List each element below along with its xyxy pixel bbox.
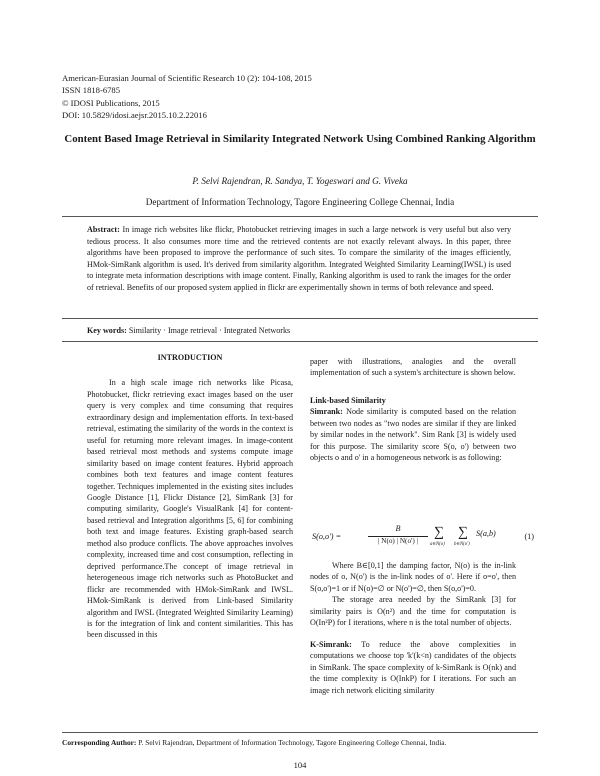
abstract-label: Abstract: (87, 225, 120, 234)
subheading-link-based-similarity: Link-based Similarity (310, 395, 386, 405)
introduction-continuation: paper with illustrations, analogies and the overall implementation of such a system's architecture is shown below. (310, 357, 516, 378)
right-column (310, 356, 516, 464)
simrank-paragraph (310, 406, 516, 463)
right-column-continued (310, 560, 516, 696)
equation-1 (310, 526, 538, 550)
page-number: 104 (293, 760, 307, 770)
ksimrank-label: K-Simrank: (310, 639, 352, 649)
doi: DOI: 10.5829/idosi.aejsr.2015.10.2.22016 (62, 109, 207, 120)
authors: P. Selvi Rajendran, R. Sandya, T. Yogeswari and G. Viveka (192, 176, 408, 186)
left-column (87, 352, 293, 641)
summation-index-2: b∈N(o') (454, 542, 470, 547)
copyright: © IDOSI Publications, 2015 (62, 97, 160, 108)
equation-rhs: S(a,b) (476, 529, 496, 538)
keywords (87, 326, 290, 335)
corresponding-author-label: Corresponding Author: (62, 738, 137, 747)
equation-number: (1) (524, 532, 534, 541)
where-paragraph: Where B∈[0,1] the damping factor, N(o) is the in-link nodes of o, N(o') is the in-link nodes of o'. Here if o=o', then S(o,o')=1 or if N(o)=∅ or N(o')=∅, then S(o,o')=0. (310, 561, 516, 593)
abstract-text: In image rich websites like flickr, Photobucket retrieving images in such a large network is very useful but also very tedious process. It also consumes more time and the retrieved contents are not exactly relevant always. In this paper, three algorithms have been proposed to improve the performance of such sites. To compare the similarity of the images efficiently, HMok-SimRank algorithm is used. It's derived from similarity algorithm. Integrated Weighted Similarity Learning(IWSL) is used to integrate meta information descriptions with image content. Finally, Ranking algorithm is used to rank the images for the order of retrieval. Benefits of our proposed system applied in flickr are experimentally shown in terms of both relevance and speed. (87, 225, 511, 292)
ksimrank-text: To reduce the above complexities in computations we choose top 'k'(k<n) candidates of the objects in SimRank. The space complexity of k-SimRank is O(nk) and the time complexity is O(InkP) for I iterations. For such an image rich network eliciting similarity (310, 639, 516, 695)
simrank-label: Simrank: (310, 407, 343, 417)
keywords-bottom-rule (62, 341, 538, 342)
abstract-bottom-rule (62, 318, 538, 319)
keywords-text: Similarity · Image retrieval · Integrated Networks (128, 326, 291, 335)
equation-denominator: | N(o) | N(o') | (378, 537, 418, 545)
journal-citation: American-Eurasian Journal of Scientific Research 10 (2): 104-108, 2015 (62, 73, 312, 83)
corresponding-author (62, 738, 446, 747)
abstract-top-rule (62, 216, 538, 217)
section-heading-introduction: INTRODUCTION (157, 353, 223, 362)
ksimrank-paragraph (310, 639, 516, 696)
summation-index-1: a∈N(o) (430, 542, 445, 547)
footer-rule (62, 732, 538, 733)
equation-lhs: S(o,o') = (312, 532, 342, 541)
introduction-paragraph: In a high scale image rich networks like Picasa, Photobucket, flickr retrieving exact images based on the user query is very complex and time consuming that requires extraordinary design and implementation efforts. In text-based retrieval, estimating the similarity of the words in the context is useful for returning more relevant images. In image-content based retrieval most methods and systems compute image similarity based on image content features. Hybrid approach combines both text features and image content features together. Techniques implemented in the existing sites includes Google Distance [1], Flickr Distance [2], SimRank [3] for computing similarity, Google's VisualRank [4] for content-based retrieval and Integration algorithms [5, 6] for combining both text and image features. Existing graph-based search method also produce conflicts. The above approaches involves complexity, increased time and cost consumption, reflecting in deprived performance.The concept of image retrieval in heterogeneous image rich networks such as PhotoBucket and flickr are recommended with HMok-SimRank and IWSL. HMok-SimRank is derived from Link-based Similarity algorithm and IWSL (Integrated Weighted Similarity Learning) is for the integration of link and content similarities. This has been discussed in this (87, 378, 293, 640)
keywords-label: Key words: (87, 326, 127, 335)
summation-symbol-1: ∑ (434, 525, 444, 540)
simrank-text: Node similarity is computed based on the relation between two nodes as "two nodes are similar if they are linked by similar nodes in the network". Sim Rank [3] is widely used for this purpose. The similarity score S(o, o') between two objects o and o' in a homogeneous network is as following: (310, 407, 516, 463)
summation-symbol-2: ∑ (458, 525, 468, 540)
corresponding-author-text: P. Selvi Rajendran, Department of Information Technology, Tagore Engineering College Chennai, India. (138, 738, 447, 747)
issn: ISSN 1818-6785 (62, 85, 121, 96)
affiliation: Department of Information Technology, Tagore Engineering College Chennai, India (145, 197, 455, 207)
journal-header (62, 72, 312, 121)
abstract (87, 224, 511, 294)
equation-numerator: B (395, 524, 401, 533)
paper-title: Content Based Image Retrieval in Similarity Integrated Network Using Combined Ranking Algorithm (64, 133, 536, 145)
storage-paragraph: The storage area needed by the SimRank [3] for similarity pairs is O(n²) and the time for computation is O(In²P) for I iterations, where n is the total number of objects. (310, 595, 516, 628)
